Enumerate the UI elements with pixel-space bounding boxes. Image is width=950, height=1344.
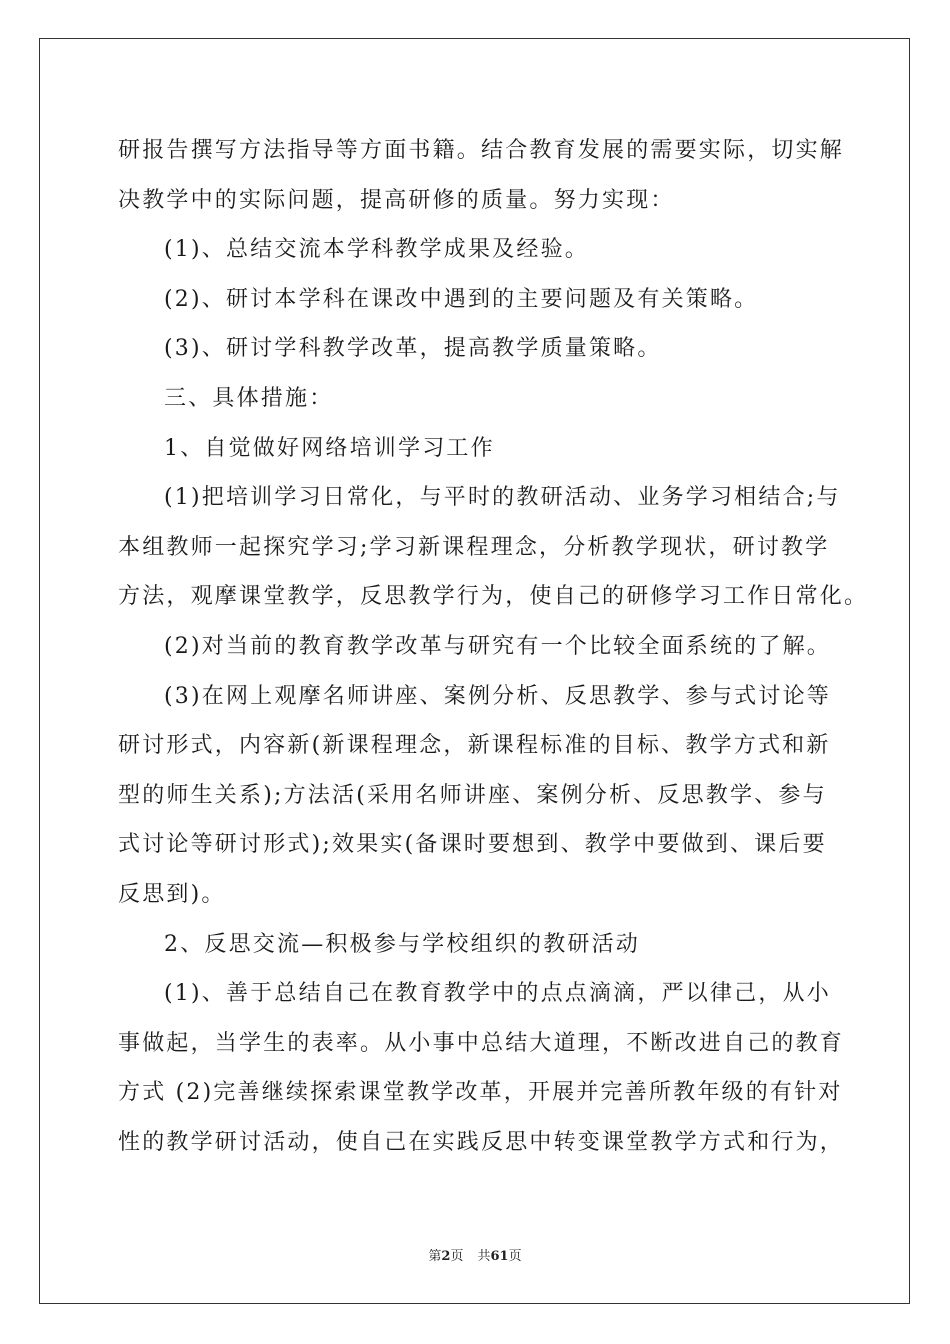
- page-number: 2: [441, 1249, 451, 1264]
- text-line: 反思到)。: [118, 881, 226, 907]
- text-line: (2)对当前的教育教学改革与研究有一个比较全面系统的了解。: [164, 633, 831, 659]
- text-line: 性的教学研讨活动，使自己在实践反思中转变课堂教学方式和行为，: [118, 1129, 845, 1155]
- text-line: (1)、善于总结自己在教育教学中的点点滴滴，严以律己，从小: [164, 981, 831, 1007]
- text-line: (3)、研讨学科教学改革，提高教学质量策略。: [164, 336, 662, 362]
- subsection-heading: 1、自觉做好网络培训学习工作: [164, 435, 495, 461]
- text-line: 研报告撰写方法指导等方面书籍。结合教育发展的需要实际，切实解: [118, 138, 845, 163]
- page-prefix: 第: [428, 1249, 442, 1264]
- text-line: (3)在网上观摩名师讲座、案例分析、反思教学、参与式讨论等: [164, 683, 831, 709]
- text-line: 研讨形式，内容新(新课程理念，新课程标准的目标、教学方式和新: [118, 733, 831, 759]
- total-prefix: 共: [477, 1249, 491, 1264]
- text-line: 方法，观摩课堂教学，反思教学行为，使自己的研修学习工作日常化。: [118, 584, 869, 610]
- text-line: 方式 (2)完善继续探索课堂教学改革，开展并完善所教年级的有针对: [118, 1080, 843, 1106]
- total-pages: 61: [490, 1249, 509, 1264]
- document-body: [118, 126, 869, 1167]
- total-suffix: 页: [508, 1249, 522, 1264]
- text-line: 本组教师一起探究学习;学习新课程理念，分析教学现状，研讨教学: [118, 534, 830, 560]
- subsection-heading: 2、反思交流—积极参与学校组织的教研活动: [164, 931, 640, 957]
- page-footer: [0, 1248, 950, 1266]
- text-line: 事做起，当学生的表率。从小事中总结大道理，不断改进自己的教育: [118, 1030, 845, 1056]
- text-line: (1)把培训学习日常化，与平时的教研活动、业务学习相结合;与: [164, 485, 841, 511]
- text-line: 决教学中的实际问题，提高研修的质量。努力实现：: [118, 187, 675, 213]
- text-line: 式讨论等研讨形式);效果实(备课时要想到、教学中要做到、课后要: [118, 832, 827, 858]
- text-line: (2)、研讨本学科在课改中遇到的主要问题及有关策略。: [164, 286, 759, 312]
- text-line: (1)、总结交流本学科教学成果及经验。: [164, 237, 589, 263]
- section-heading: 三、具体措施：: [164, 385, 334, 411]
- text-line: 型的师生关系);方法活(采用名师讲座、案例分析、反思教学、参与: [118, 782, 827, 808]
- page-suffix: 页: [450, 1249, 464, 1264]
